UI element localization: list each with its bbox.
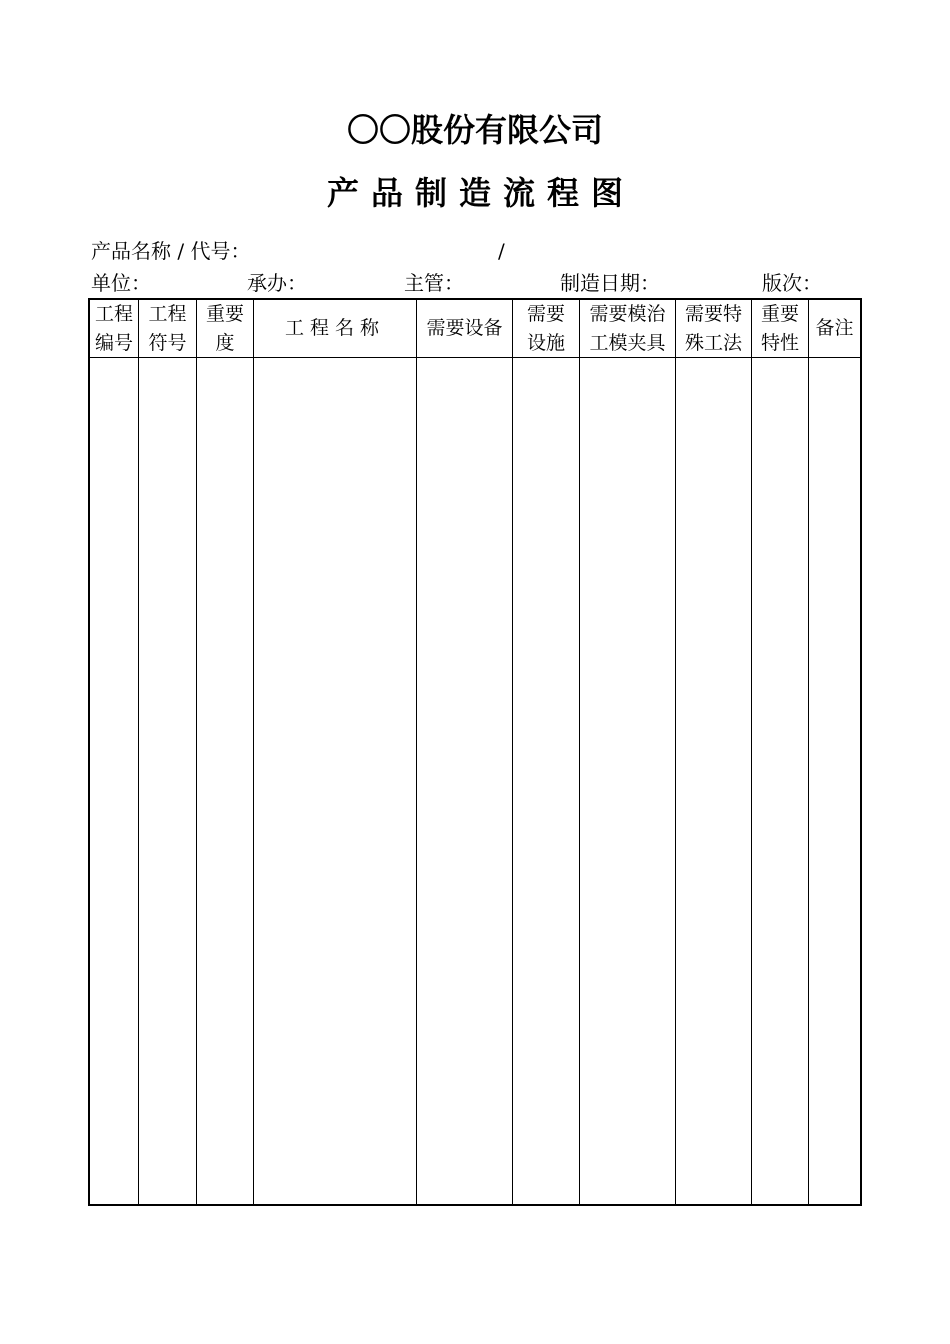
column-divider: [512, 300, 513, 1204]
column-divider: [808, 300, 809, 1204]
column-divider: [253, 300, 254, 1204]
product-name-code-field: 产品名称 / 代号：: [91, 239, 251, 263]
col-header-process-name: 工程名称: [284, 317, 385, 339]
process-flow-table: [88, 298, 862, 1206]
company-name: 〇〇股份有限公司: [346, 111, 603, 149]
manufacture-date-field: 制造日期：: [560, 271, 660, 295]
column-divider: [416, 300, 417, 1204]
col-header-special-methods: 需要特 殊工法: [684, 302, 742, 354]
version-field: 版次：: [762, 271, 822, 295]
handler-field: 承办：: [247, 271, 307, 295]
col-header-remarks: 备注: [815, 317, 854, 339]
page-title: 产品制造流程图: [326, 174, 635, 212]
column-divider: [138, 300, 139, 1204]
column-divider: [751, 300, 752, 1204]
column-divider: [196, 300, 197, 1204]
col-header-required-jigs-fixtures: 需要模治 工模夹具: [589, 302, 666, 354]
col-header-process-symbol: 工程 符号: [148, 302, 187, 354]
unit-field: 单位：: [91, 271, 151, 295]
header-divider: [90, 357, 860, 358]
col-header-required-equipment: 需要设备: [426, 317, 503, 339]
supervisor-field: 主管：: [404, 271, 464, 295]
col-header-required-facilities: 需要 设施: [526, 302, 565, 354]
col-header-importance: 重要 度: [205, 302, 244, 354]
product-code-separator: /: [498, 239, 505, 263]
column-divider: [579, 300, 580, 1204]
col-header-process-number: 工程 编号: [94, 302, 133, 354]
col-header-key-characteristics: 重要 特性: [760, 302, 799, 354]
column-divider: [675, 300, 676, 1204]
